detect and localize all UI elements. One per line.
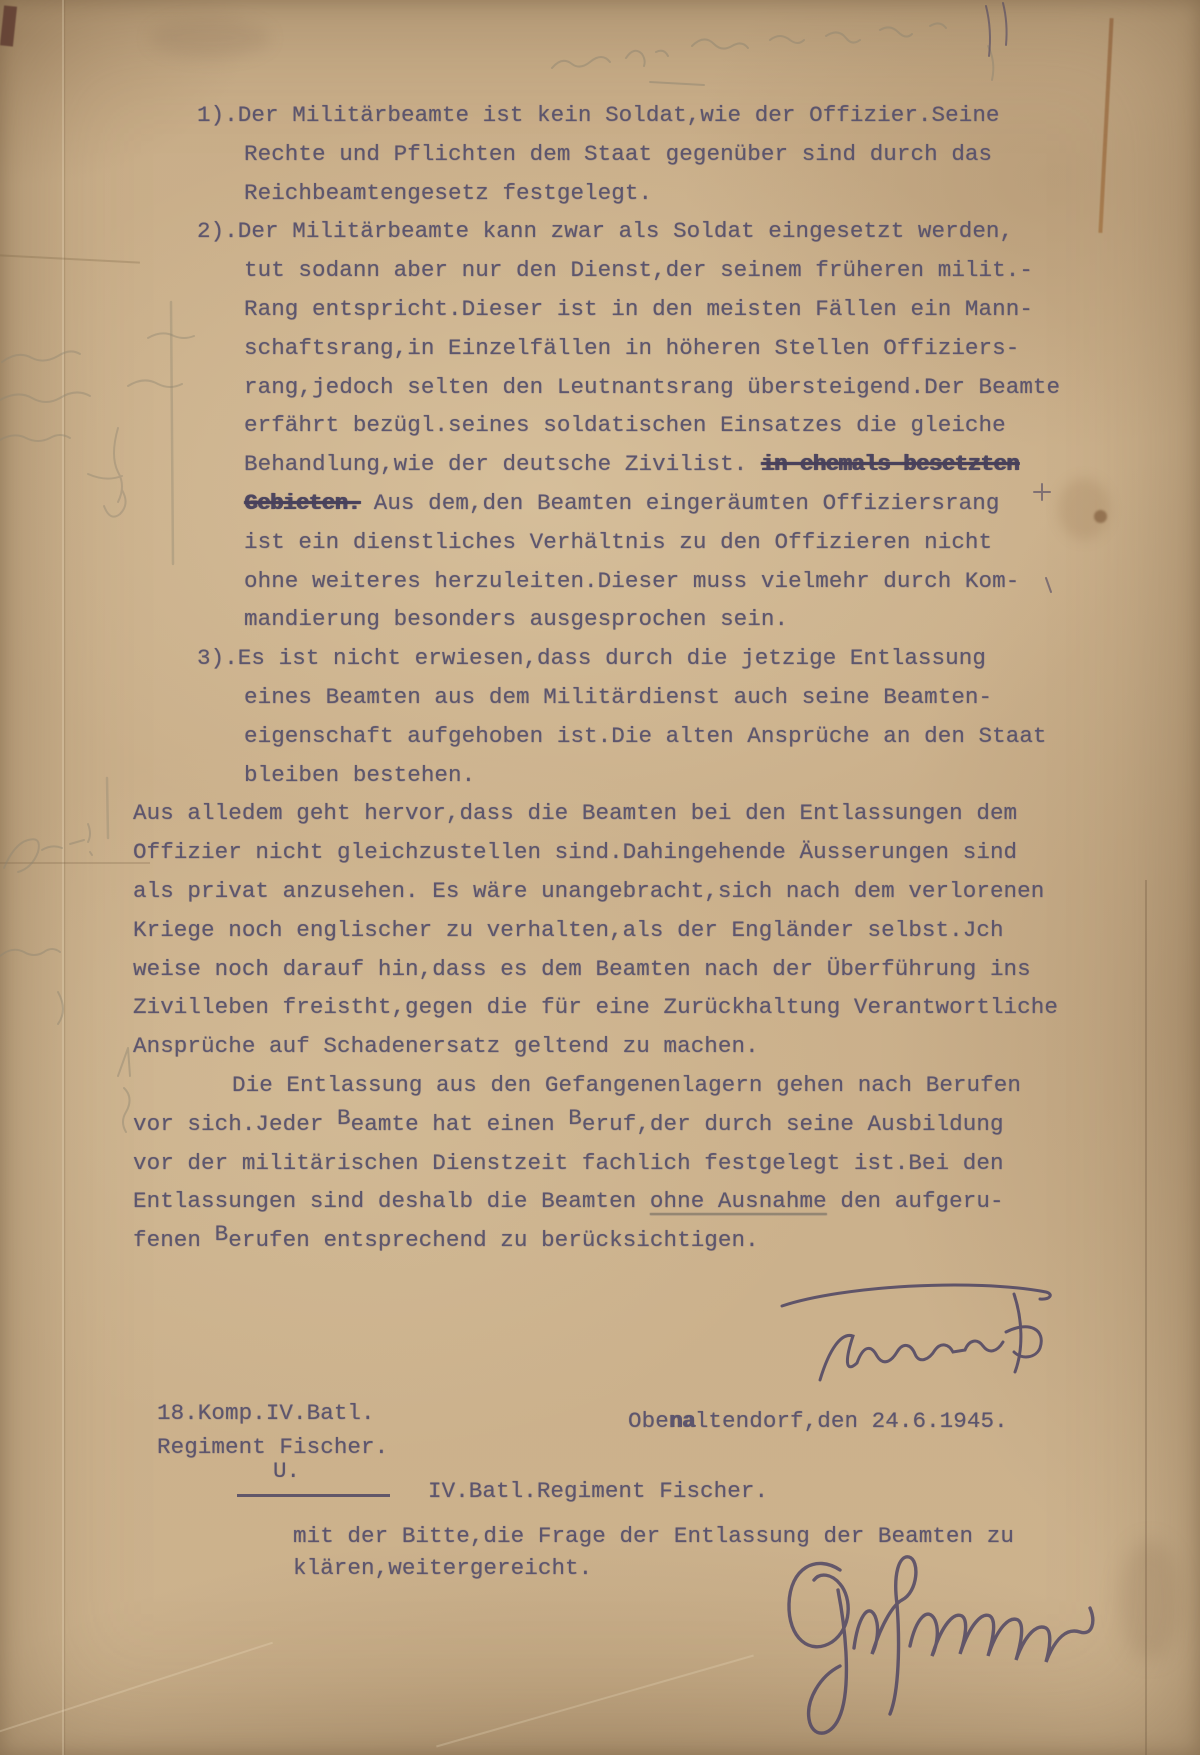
typed-segment: 1).Der Militärbeamte ist kein Soldat,wie der Offizier.Seine [197, 102, 1000, 128]
typed-segment: Zivilleben freistht,gegen die für eine Zurückhaltung Verantwortliche [133, 994, 1058, 1021]
note-line-2: klären,weitergereicht. [293, 1555, 593, 1581]
typed-line [133, 1031, 759, 1061]
dark-corner-mark [0, 5, 17, 46]
typed-segment: na [668, 1408, 695, 1434]
typed-segment: Gebieten. [244, 490, 361, 516]
unit-line-2: Regiment Fischer. [157, 1434, 389, 1460]
typed-line [133, 798, 1017, 828]
typed-line [197, 643, 986, 673]
top-margin-handwriting [552, 23, 993, 85]
typed-segment: rang,jedoch selten den Leutnantsrang übersteigend.Der Beamte [244, 373, 1061, 400]
typed-segment: Entlassungen sind deshalb die Beamten [133, 1188, 650, 1215]
typed-segment: eruf,der durch seine Ausbildung [581, 1110, 1004, 1137]
u-abbreviation: U. [237, 1458, 390, 1497]
typed-line [244, 372, 1060, 402]
typed-segment: eines Beamten aus dem Militärdienst auch seine Beamten- [244, 684, 993, 710]
typed-line [197, 216, 1013, 246]
typed-segment: ist ein dienstliches Verhältnis zu den Offizieren nicht [244, 528, 993, 555]
typed-segment: tut sodann aber nur den Dienst,der seinem früheren milit.- [244, 257, 1033, 284]
left-margin-handwriting-lower [0, 824, 130, 1132]
typed-segment: erfährt bezügl.seines soldatischen Einsatzes die gleiche [244, 412, 1006, 439]
typed-line [244, 294, 1033, 324]
typed-line [244, 488, 999, 518]
signature-ink-bottom [789, 1557, 1093, 1733]
typed-segment: Aus dem,den Beamten eingeräumten Offiziersrang [360, 490, 1000, 516]
unit-line-1: 18.Komp.IV.Batl. [157, 1400, 375, 1426]
typed-segment: vor der militärischen Dienstzeit fachlich festgelegt ist.Bei den [133, 1149, 1004, 1176]
typed-segment: den aufgeru- [826, 1188, 1004, 1215]
typed-segment: fenen [133, 1227, 215, 1254]
typed-segment: 2).Der Militärbeamte kann zwar als Soldat eingesetzt werden, [197, 218, 1014, 245]
typed-segment: Ansprüche auf Schadenersatz geltend zu machen. [133, 1033, 759, 1060]
typed-segment: Behandlung,wie der deutsche Zivilist. [244, 451, 761, 478]
typed-line [244, 139, 992, 169]
typed-segment: als privat anzusehen. Es wäre unangebracht,sich nach dem verlorenen [133, 878, 1045, 904]
typed-line [133, 915, 1004, 945]
typed-segment: B [337, 1104, 351, 1131]
typed-segment: B [214, 1221, 229, 1248]
forward-to-line: IV.Batl.Regiment Fischer. [428, 1478, 769, 1504]
note-line-1: mit der Bitte,die Frage der Entlassung der Beamten zu [293, 1523, 1014, 1549]
typed-segment: eigenschaft aufgehoben ist.Die alten Ansprüche an den Staat [244, 722, 1047, 749]
typed-segment: erufen entsprechend zu berücksichtigen. [228, 1227, 759, 1254]
typed-line [133, 837, 1017, 867]
paper-crease-bottom-1 [0, 1642, 273, 1737]
typed-line [244, 333, 1019, 363]
stain-right-1 [1058, 478, 1110, 540]
stain-right-2 [1094, 510, 1107, 523]
paper-crease-bottom-2 [436, 1655, 754, 1748]
typed-line [244, 604, 788, 634]
typed-segment: 3).Es ist nicht erwiesen,dass durch die jetzige Entlassung [197, 645, 986, 672]
typed-segment: Offizier nicht gleichzustellen sind.Dahingehende Äusserungen sind [133, 839, 1018, 866]
typed-line [133, 1148, 1004, 1178]
dateline [628, 1406, 1008, 1436]
typed-line [244, 527, 992, 557]
typed-line [244, 449, 1019, 479]
typed-line [232, 1070, 1021, 1100]
typed-line [244, 760, 475, 790]
typed-line [244, 178, 652, 208]
typed-segment: Die Entlassung aus den Gefangenenlagern gehen nach Berufen [232, 1072, 1021, 1098]
typed-line [133, 954, 1031, 984]
typed-line [133, 1221, 759, 1255]
typed-line [244, 410, 1006, 440]
typed-line [244, 255, 1033, 285]
typed-segment: Rechte und Pflichten dem Staat gegenüber sind durch das [244, 140, 993, 167]
typed-segment: Rang entspricht.Dieser ist in den meisten Fällen ein Mann- [244, 296, 1033, 322]
paper-crease-top-left [0, 254, 140, 263]
typed-line [133, 1104, 1004, 1139]
typed-line [244, 566, 1019, 596]
stain-bottom-right [1120, 1540, 1180, 1660]
typed-segment: Obe [628, 1408, 669, 1434]
paper-crease-vertical-left [62, 0, 64, 1755]
typed-segment: mandierung besonders ausgesprochen sein. [244, 606, 789, 633]
typed-segment: vor sich.Jeder [133, 1110, 338, 1137]
typed-segment: B [568, 1104, 582, 1131]
left-margin-handwriting-upper [0, 333, 194, 516]
paper-crease-mid-left [0, 862, 150, 864]
typed-segment: ohne weiteres herzuleiten.Dieser muss vielmehr durch Kom- [244, 567, 1020, 594]
typed-line [197, 100, 1000, 130]
typed-segment: bleiben bestehen. [244, 761, 476, 788]
typed-segment: schaftsrang,in Einzelfällen in höheren Stellen Offiziers- [244, 334, 1020, 361]
typed-segment: eamte hat einen [350, 1110, 569, 1137]
typed-segment: Aus alledem geht hervor,dass die Beamten bei den Entlassungen dem [133, 800, 1018, 827]
pencil-margin-rules [107, 302, 173, 838]
paper-edge-right [1145, 880, 1147, 1755]
typed-segment: in ehemals besetzten [760, 451, 1019, 478]
stain-top-1 [150, 18, 270, 58]
typed-line [244, 682, 992, 712]
typed-segment: Kriege noch englischer zu verhalten,als der Engländer selbst.Jch [133, 916, 1004, 943]
typed-segment: Reichbeamtengesetz festgelegt. [244, 179, 653, 206]
typed-line [133, 992, 1058, 1022]
typed-line [133, 1186, 1004, 1216]
typed-line [244, 721, 1047, 751]
typed-segment: ltendorf,den 24.6.1945. [694, 1408, 1008, 1434]
signature-ink-officer [782, 1285, 1050, 1380]
typed-line [133, 876, 1044, 906]
typed-segment: weise noch darauf hin,dass es dem Beamten nach der Überführung ins [133, 955, 1031, 982]
typed-segment: ohne Ausnahme [649, 1188, 827, 1215]
rust-streak-top-right [1098, 18, 1113, 233]
